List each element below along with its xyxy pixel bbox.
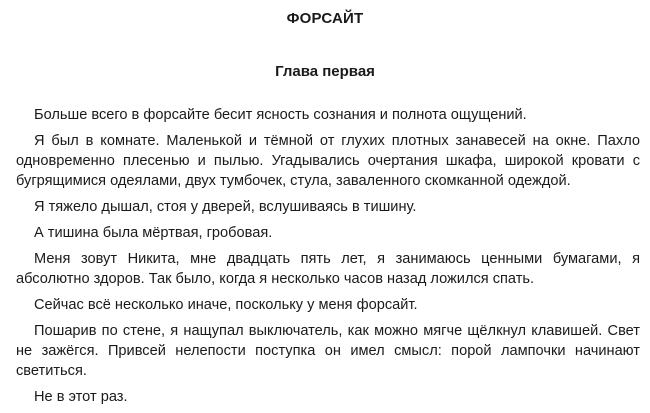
paragraph: Сейчас всё несколько иначе, поскольку у меня форсайт.	[34, 297, 418, 313]
paragraph: Меня зовут Никита, мне двадцать пять лет, я занимаюсь ценными бумагами, я абсолютно здоров. Так было, когда я несколько часов назад ложился спать.	[16, 251, 640, 287]
paragraph: Я был в комнате. Маленькой и тёмной от глухих плотных занавесей на окне. Пахло одновременно плесенью и пылью. Угадывались очертания шкафа, широкой кровати с бугрящимися одеялами, двух тумбочек, стула, заваленного скомканной одеждой.	[16, 133, 640, 189]
paragraph: Я тяжело дышал, стоя у дверей, вслушиваясь в тишину.	[34, 199, 417, 215]
paragraph: Пошарив по стене, я нащупал выключатель, как можно мягче щёлкнул клавишей. Свет не зажёгся. Привсей нелепости поступка он имел смысл: порой лампочки начинают светиться.	[16, 323, 640, 379]
chapter-body	[16, 105, 640, 413]
paragraph: Не в этот раз.	[34, 389, 128, 405]
paragraph: А тишина была мёртвая, гробовая.	[34, 225, 273, 241]
chapter-title: Глава первая	[275, 63, 375, 80]
paragraph: Больше всего в форсайте бесит ясность сознания и полнота ощущений.	[34, 107, 527, 123]
book-title: ФОРСАЙТ	[286, 10, 364, 27]
